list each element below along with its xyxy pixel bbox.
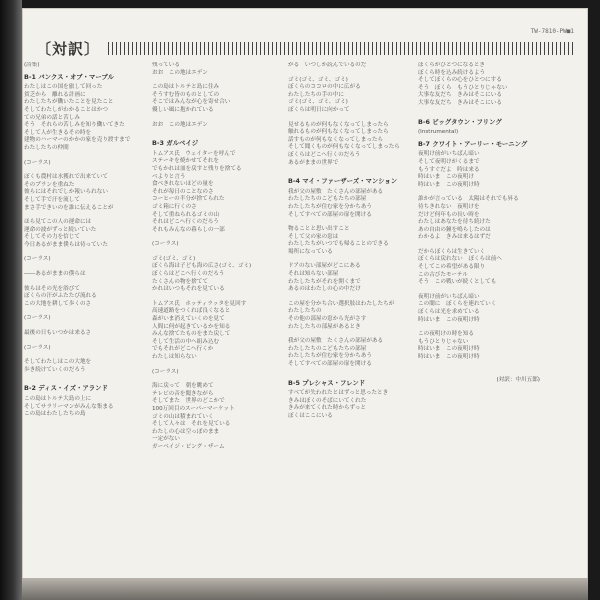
lyric-line: ぼくらはどこへ行くのだろう — [152, 271, 225, 278]
lyric-line: でもそれがどこへ行くか — [152, 346, 214, 353]
stanza-gap — [288, 70, 410, 77]
lyric-line: 彼らはその光を浴びて — [24, 285, 80, 292]
lyric-line: この古びたモーテル — [418, 271, 468, 278]
header-rule — [108, 42, 576, 55]
lyric-line: そしてサラリーマンがみんな集まる — [24, 403, 114, 410]
lyric-line: この闇に ぼくらを連れていく — [418, 301, 497, 308]
lyric-line: わたしたちが住む家を分かちあう — [288, 353, 372, 360]
lyric-line: トムアス氏 ホッティラッタを見回す — [152, 300, 247, 307]
lyric-line: そう それらの苦しみを知り働いてきた — [24, 122, 125, 129]
column-1 — [24, 62, 146, 572]
stanza-gap — [418, 242, 540, 249]
translator-credit: (対訳：中川五郎) — [496, 376, 540, 383]
lyric-line: (コーラス) — [24, 256, 51, 263]
lyric-line: わたしたちの手の中に — [288, 91, 344, 98]
lyric-line: 彼らにはそれでしか報いられない — [24, 189, 108, 196]
lyric-line: ベよりと言う — [152, 173, 186, 180]
sheet-header — [36, 38, 576, 58]
lyric-line: そして人が生きるその時を — [24, 129, 92, 136]
stanza-gap — [418, 287, 540, 294]
lyric-line: 時はいま この夜明け — [418, 174, 474, 181]
lyric-line: それが毎日のことなのさ — [152, 188, 214, 195]
lyric-line: 夜明け前がいちばん暗い — [418, 151, 480, 158]
lyric-line: わたしたちのこどもたちの部屋 — [288, 345, 367, 352]
lyric-line: 今日あるがまま僕らは待っていた — [24, 241, 108, 248]
lyric-line: そのプランを重ねた — [24, 181, 75, 188]
song-title: B-2 ディス・イズ・アランド — [24, 384, 108, 393]
lyric-line: ほら見てこの人の運命には — [24, 219, 92, 226]
lyric-line: わたしたちが住む家を分かちあう — [288, 203, 372, 210]
lyric-line: 運命の波がずっと続いていた — [24, 226, 97, 233]
lyric-line: 時はいま この夜明け時 — [418, 316, 480, 323]
stanza-gap — [24, 323, 146, 330]
lyric-line: わたしたちの仲間 — [24, 144, 69, 151]
column-3 — [288, 62, 410, 572]
lyric-line: そしてまた 世界のどこかで — [152, 398, 225, 405]
lyric-line: だけど何年もの長い時を — [418, 211, 480, 218]
lyric-line: (コーラス) — [152, 368, 179, 375]
lyric-line: それは知らない部屋 — [288, 271, 339, 278]
lyric-line: 人間に何が起きているかを知る — [152, 323, 231, 330]
lyric-line: ぼくも農村は水獲れで出来ていて — [24, 174, 108, 181]
lyric-line: そしてすべての部屋の扉を開ける — [288, 361, 372, 367]
lyric-line: そこではみんなが心を寄せ合い — [152, 99, 231, 106]
lyric-line: ゴミ(ゴミ、ゴミ、ゴミ) — [288, 99, 348, 106]
lyric-line: そう ぼくら もうひとりじゃない — [418, 84, 508, 91]
lyric-line: ぼくら海は子ども海の広さ(ゴミ、ゴミ) — [152, 263, 252, 270]
lyric-line: そうすむ皆のものとしての — [152, 91, 220, 98]
lyric-line: (コーラス) — [152, 241, 179, 248]
lyric-line: わたしたちがそれを開くまで — [288, 278, 361, 285]
lyric-line: わたしの心は空っぽのまま — [152, 428, 220, 435]
lyric-line: 100万回目のスーパーマーケット — [152, 405, 235, 412]
lyric-line: 建物のハーマーのかかの家を売り渡すまで — [24, 137, 131, 144]
lyric-line: 待ちきれない 夜明けを — [418, 203, 480, 210]
lyric-line: わたしたちのこどもたちの部屋 — [288, 196, 367, 203]
lyric-line: ステーキを焼かせてそれを — [152, 158, 220, 165]
lyric-line: すべてが失われたとはずっと思ったとき — [288, 390, 389, 397]
lyric-line: そしてこの希望がある限り — [418, 264, 486, 271]
lyric-line: ぼくはここにいる — [288, 412, 333, 419]
stanza-gap — [152, 294, 274, 301]
lyric-line: 夜明け前がいちばん暗い — [418, 293, 480, 300]
lyric-line: 我が父の屋敷 たくさんの部屋がある — [288, 338, 384, 345]
lyric-line: ぼくらは光を求めている — [418, 309, 480, 316]
lyric-line: ドアのない部屋がどこにある — [288, 263, 361, 270]
lyric-line: そう この戦いが続くとしても — [418, 279, 497, 286]
lyric-line: 物ることと思い出すこと — [288, 226, 350, 233]
stanza-gap — [24, 338, 146, 345]
lyric-line: 残っている — [152, 62, 180, 68]
lyric-line: ゴミの山は積まれていく — [152, 413, 214, 420]
lyric-line: それもみんなの暮らしの一部 — [152, 226, 225, 233]
lyric-line: 触れるものが何もなくなってしまったら — [288, 129, 389, 136]
song-title: B-5 プレシャス・フレンド — [288, 378, 366, 387]
lyric-line: わたしは知らない — [152, 354, 197, 360]
lyric-line: ――あるがままの僕らは — [24, 271, 86, 278]
stanza-gap — [24, 264, 146, 271]
lyric-line: もうひとりじゃない — [418, 338, 469, 345]
lyric-line: たくさんの物を捨てて — [152, 278, 208, 285]
lyric-line: かれはいつもそれを見ている — [152, 286, 225, 293]
lyric-line: わたしはあなたを待ち続けた — [418, 219, 491, 226]
header-title: 〔対訳〕 — [36, 39, 101, 58]
page-edge-shadow — [0, 0, 22, 600]
lyric-line: だからぼくらは生きていく — [418, 248, 486, 255]
lyric-line: そしてぼくらの心をひとつにする — [418, 77, 502, 84]
lyric-line: あるがままの世界で — [288, 159, 339, 166]
lyric-line: (Instrumental) — [418, 129, 459, 136]
lyric-line: 食べきれないほどの量を — [152, 181, 214, 188]
lyric-line: コーヒーの半分が捨てられた — [152, 196, 225, 203]
lyric-line: おお この地はエデン — [152, 69, 208, 76]
lyric-line: 森がいま消えていくのを見て — [152, 316, 225, 323]
lyric-line: そして生活の中へ組み込む — [152, 338, 220, 345]
stanza-gap — [418, 108, 540, 115]
lyric-line: おお この地はエデン — [152, 121, 208, 128]
lyric-line: ぼくらは明日に向かって — [288, 106, 350, 113]
lyric-line: 時はいま この夜明け時 — [418, 181, 480, 188]
lyric-line: 場所になっている — [288, 248, 333, 255]
lyric-line: 歩き続けていくのだろう — [24, 366, 86, 373]
lyric-line: そして父の家の窓は — [288, 233, 339, 240]
lyric-line: テレビの音を聞きながら — [152, 390, 214, 397]
lyric-line: 最後の日もいつかは来るさ — [24, 330, 92, 337]
lyric-line: 我が父の屋敷 たくさんの部屋がある — [288, 188, 384, 195]
lyric-line: わたしたちがいつでも帰ることのできる — [288, 241, 389, 248]
lyric-line: この島はわたしたちの島 — [24, 411, 86, 418]
stanza-gap — [288, 294, 410, 301]
lyric-line: 高速道路をつくれば良くなると — [152, 308, 231, 315]
song-title: B-7 クワイト・アーリー・モーニング — [418, 139, 528, 148]
lyric-line: ぼくらの汗がふたたび流れる — [24, 293, 97, 300]
lyric-line: そして重ねられるゴミの山 — [152, 211, 220, 218]
song-title: B-3 ガルベイジ — [152, 139, 199, 148]
lyric-line: それはどこへ行くのだろう — [152, 219, 219, 226]
lyric-line: 時はいま この夜明け時 — [418, 346, 480, 353]
lyric-line: そしてすべての部屋の扉を開ける — [288, 211, 372, 218]
lyric-line: ぼくらは戻れない ぼくらは前へ — [418, 256, 502, 263]
lyric-line: (コーラス) — [24, 159, 51, 166]
lyric-line: がる いつしか読んでいるのだ — [288, 62, 367, 68]
stanza-gap — [24, 153, 146, 160]
lyric-line: この島はトルテと島に住み — [152, 84, 220, 91]
lyric-line: (コーラス) — [24, 315, 51, 322]
stanza-gap — [152, 115, 274, 122]
lyric-line: そしてわたしがわかることはかつ — [24, 106, 108, 113]
lyric-line: 優しい風に抱かれている — [152, 106, 214, 113]
lyric-line: 大事な友だち きみはそこにいる — [418, 99, 502, 106]
lyric-line: わたしはこの国を旅して回った — [24, 84, 103, 91]
lyric-line: きみはぼくのそばにいてくれた — [288, 397, 367, 404]
lyric-line: きみが来てくれた時からずっと — [288, 405, 366, 412]
lyric-line: ぼくらはどこへ行くのだろう — [288, 151, 361, 158]
lyric-line: そして手で汗を流して — [24, 196, 80, 203]
lyric-line: ての兄弟の話と苦しみ — [24, 114, 80, 121]
lyric-line: 話すものが何もなくなってしまったら — [288, 136, 384, 143]
stanza-gap — [288, 115, 410, 122]
lyric-line: 時はいま この夜明け時 — [418, 354, 480, 360]
lyric-line: 一定がない — [152, 436, 180, 443]
lyric-line: ぼくらのココロの中に広がる — [288, 84, 361, 91]
lyric-line: あるのはわたしの心の中だけ — [288, 286, 361, 293]
lyric-line: そしてわたしはこの大地を — [24, 359, 92, 366]
catalog-number: TW-7810-PW■1 — [530, 28, 574, 35]
lyric-line: あの自由の鐘を鳴らしたのは — [418, 226, 491, 233]
lyric-line: トムアス氏 ウェイターを呼んで — [152, 150, 236, 157]
column-4 — [418, 62, 540, 572]
sleeve-fold — [22, 578, 588, 600]
lyric-line: そして聞くものが何もなくなってしまったら — [288, 144, 400, 151]
lyric-line: そしてその力を信じて — [24, 234, 80, 241]
lyric-line: わかるよ きみは来るはずだ — [418, 234, 491, 241]
stanza-gap — [152, 129, 274, 136]
lyric-line: 見せるものが何もなくなってしまったら — [288, 121, 389, 128]
song-title: B-6 ビッグタウン・フリング — [418, 117, 502, 126]
lyric-line: この夜明けの時を知る — [418, 331, 474, 338]
lyric-line: ゴミ(ゴミ、ゴミ、ゴミ) — [288, 76, 348, 83]
lyric-line: (詩集) — [24, 62, 40, 68]
lyric-line: この屋を分かち合い選択肢はわたしたちが — [288, 300, 395, 307]
lyric-line: ぼくらがひとつになるとき — [418, 62, 486, 68]
lyric-line: ぼくら時を込み続けるよう — [418, 69, 486, 76]
lyric-line: そして人々は それを見ている — [152, 421, 231, 428]
lyric-line: 誰かが言っている 太陽はそれでも昇る — [418, 196, 519, 203]
lyric-line: わたしたちの部屋があるとき — [288, 323, 361, 330]
lyric-line: その他の部屋の窓から光がさす — [288, 316, 367, 323]
song-title: B-4 マイ・ファーザーズ・マンション — [288, 177, 398, 186]
lyric-line: みんな捨てたものをまた戻して — [152, 331, 231, 338]
lyric-line: ゴミ箱に行くのさ — [152, 203, 197, 210]
column-2 — [152, 62, 274, 572]
stanza-gap — [152, 362, 274, 369]
lyric-line: まさ手できいのを誰に伝えることが — [24, 204, 114, 211]
stanza-gap — [152, 249, 274, 256]
lyric-line: 海に戻って 朝を眺めて — [152, 383, 214, 390]
lyric-line: わたしたちの — [288, 308, 322, 315]
stanza-gap — [24, 279, 146, 286]
lyric-line: でもかれは皿を戻すと残りを捨てる — [152, 165, 242, 172]
lyric-line: 貧乏から 離れる計画に — [24, 91, 86, 98]
stanza-gap — [288, 167, 410, 174]
lyric-line: そして夜明けがくるまで — [418, 158, 480, 165]
stanza-gap — [418, 362, 540, 369]
stanza-gap — [24, 374, 146, 381]
lyric-line: ゴミ(ゴミ、ゴミ) — [152, 255, 196, 262]
lyric-line: (コーラス) — [24, 344, 51, 351]
stanza-gap — [288, 369, 410, 376]
lyric-line: この島はトルテ大島の上に — [24, 396, 92, 402]
lyric-line: わたしたちが働いたことを見たこと — [24, 99, 114, 106]
song-title: B-1 バンクス・オブ・マーブル — [24, 72, 114, 81]
lyric-line: 大事な友だち きみはそこにいる — [418, 92, 502, 99]
lyric-line: この大地を耕して歩くのさ — [24, 300, 92, 307]
lyric-line: もうすぐだよ 時は来る — [418, 166, 480, 173]
lyric-line: ガーベイジ・ビング・ザーム — [152, 443, 225, 450]
